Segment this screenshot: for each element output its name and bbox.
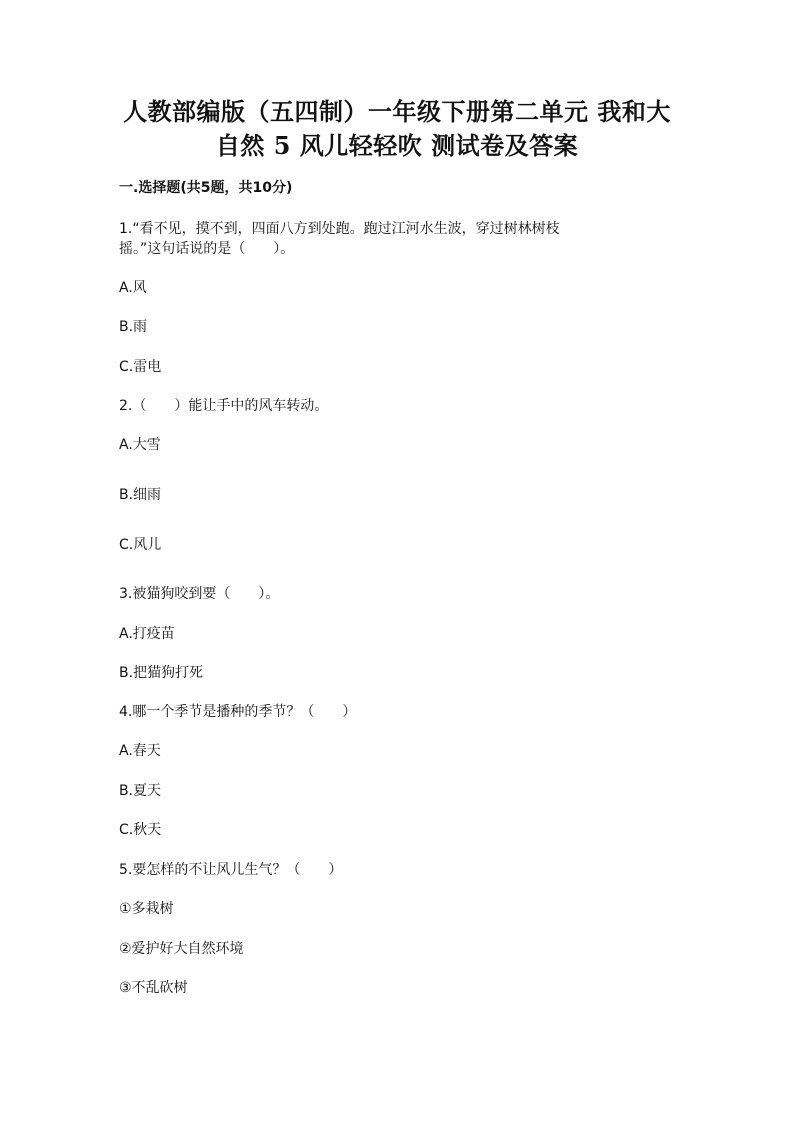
question-1-stem-line-2: 摇。”这句话说的是（ ）。 bbox=[119, 241, 295, 257]
question-4-option-b: B.夏天 bbox=[119, 783, 162, 799]
question-2-option-a: A.大雪 bbox=[119, 437, 161, 453]
question-1-option-a: A.风 bbox=[119, 280, 147, 296]
question-3-stem: 3.被猫狗咬到要（ ）。 bbox=[119, 586, 280, 602]
question-5-stem: 5.要怎样的不让风儿生气？（ ） bbox=[119, 862, 343, 878]
question-4-option-a: A.春天 bbox=[119, 743, 161, 759]
question-3-option-b: B.把猫狗打死 bbox=[119, 665, 204, 681]
section-heading: 一.选择题(共5题，共10分) bbox=[119, 180, 293, 196]
question-5-option-2: ②爱护好大自然环境 bbox=[119, 941, 244, 957]
question-1-option-b: B.雨 bbox=[119, 319, 148, 335]
question-2-option-b: B.细雨 bbox=[119, 487, 162, 503]
question-1-stem-line-1: 1.“看不见，摸不到，四面八方到处跑。跑过江河水生波，穿过树林树枝 bbox=[119, 221, 560, 237]
document-title-line-1: 人教部编版（五四制）一年级下册第二单元 我和大 bbox=[123, 97, 671, 126]
question-4-stem: 4.哪一个季节是播种的季节？（ ） bbox=[119, 704, 357, 720]
question-5-option-3: ③不乱砍树 bbox=[119, 980, 188, 996]
question-2-option-c: C.风儿 bbox=[119, 537, 162, 553]
question-1-option-c: C.雷电 bbox=[119, 359, 162, 375]
question-2-stem: 2.（ ）能让手中的风车转动。 bbox=[119, 398, 329, 414]
question-3-option-a: A.打疫苗 bbox=[119, 626, 175, 642]
question-5-option-1: ①多栽树 bbox=[119, 901, 174, 917]
question-4-option-c: C.秋天 bbox=[119, 822, 162, 838]
document-title-line-2: 自然 5 风儿轻轻吹 测试卷及答案 bbox=[215, 131, 579, 160]
